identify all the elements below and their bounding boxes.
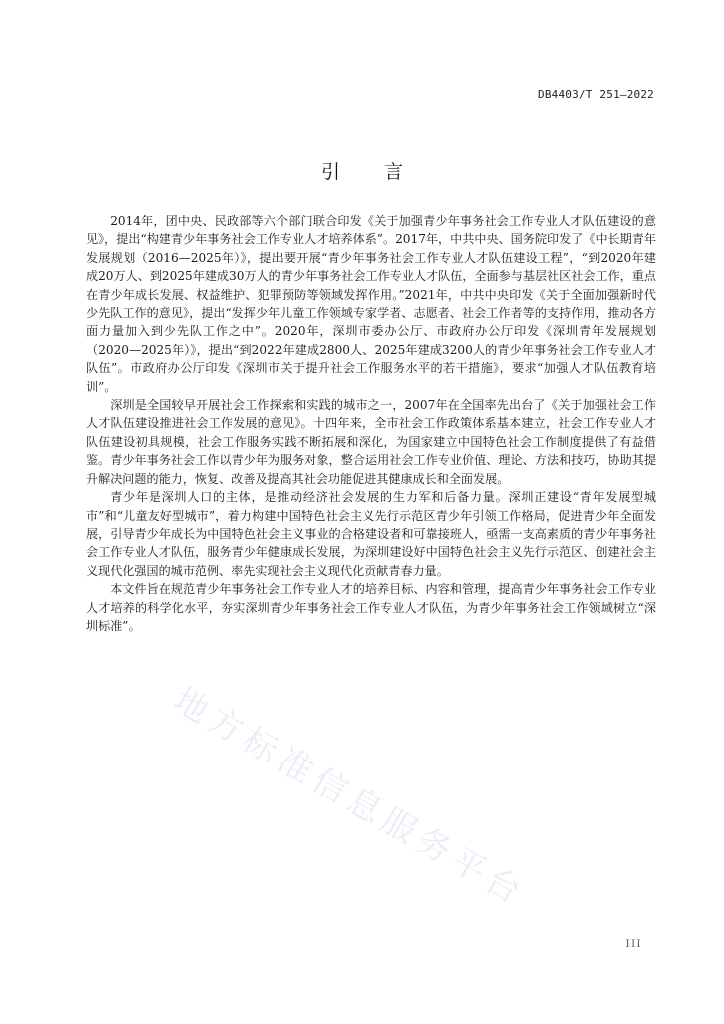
paragraph-policy-background: 2014年，团中央、民政部等六个部门联合印发《关于加强青少年事务社会工作专业人才队伍建设的意见》，提出“构建青少年事务社会工作专业人才培养体系”。2017年，中共中央、国务院印发了《中长期青年发展规划（2016—2025年）》，提出要开展“青少年事务社会工作专业人才队伍建设工程”，“到2020年建成20万人、到2025年建成30万人的青少年事务社会工作专业人才队伍，全面参与基层社区社会工作，重点在青少年成长发展、权益维护、犯罪预防等领域发挥作用。”2021年，中共中央印发《关于全面加强新时代少先队工作的意见》，提出“发挥少年儿童工作领域专家学者、志愿者、社会工作者等的支持作用，推动各方面力量加入到少先队工作之中”。2020年，深圳市委办公厅、市政府办公厅印发《深圳青年发展规划（2020—2025年）》，提出“到2022年建成2800人、2025年建成3200人的青少年事务社会工作专业人才队伍”。市政府办公厅印发《深圳市关于提升社会工作服务水平的若干措施》，要求“加强人才队伍教育培训”。 [86, 214, 656, 394]
document-code: DB4403/T 251—2022 [538, 88, 654, 101]
section-title: 引言 [320, 161, 447, 183]
page-number: III [625, 939, 642, 950]
paragraph-shenzhen-social-work: 深圳是全国较早开展社会工作探索和实践的城市之一，2007年在全国率先出台了《关于加强社会工作人才队伍建设推进社会工作发展的意见》。十四年来，全市社会工作政策体系基本建立，社会工作专业人才队伍建设初具规模，社会工作服务实践不断拓展和深化，为国家建立中国特色社会工作制度提供了有益借鉴。青少年事务社会工作以青少年为服务对象，整合运用社会工作专业价值、理论、方法和技巧，协助其提升解决问题的能力，恢复、改善及提高其社会功能促进其健康成长和全面发展。 [86, 398, 656, 486]
watermark: 地方标准信息服务平台 [166, 680, 533, 915]
paragraph-document-purpose: 本文件旨在规范青少年事务社会工作专业人才的培养目标、内容和管理，提高青少年事务社会工作专业人才培养的科学化水平，夯实深圳青少年事务社会工作专业人才队伍，为青少年事务社会工作领域树立“深圳标准”。 [86, 582, 656, 633]
introduction-body [86, 212, 656, 635]
paragraph-youth-population: 青少年是深圳人口的主体，是推动经济社会发展的生力军和后备力量。深圳正建设“青年发展型城市”和“儿童友好型城市”，着力构建中国特色社会主义先行示范区青少年引领工作格局，促进青少年全面发展，引导青少年成长为中国特色社会主义事业的合格建设者和可靠接班人，亟需一支高素质的青少年事务社会工作专业人才队伍，服务青少年健康成长发展，为深圳建设好中国特色社会主义先行示范区、创建社会主义现代化强国的城市范例、率先实现社会主义现代化贡献青春力量。 [86, 490, 656, 578]
